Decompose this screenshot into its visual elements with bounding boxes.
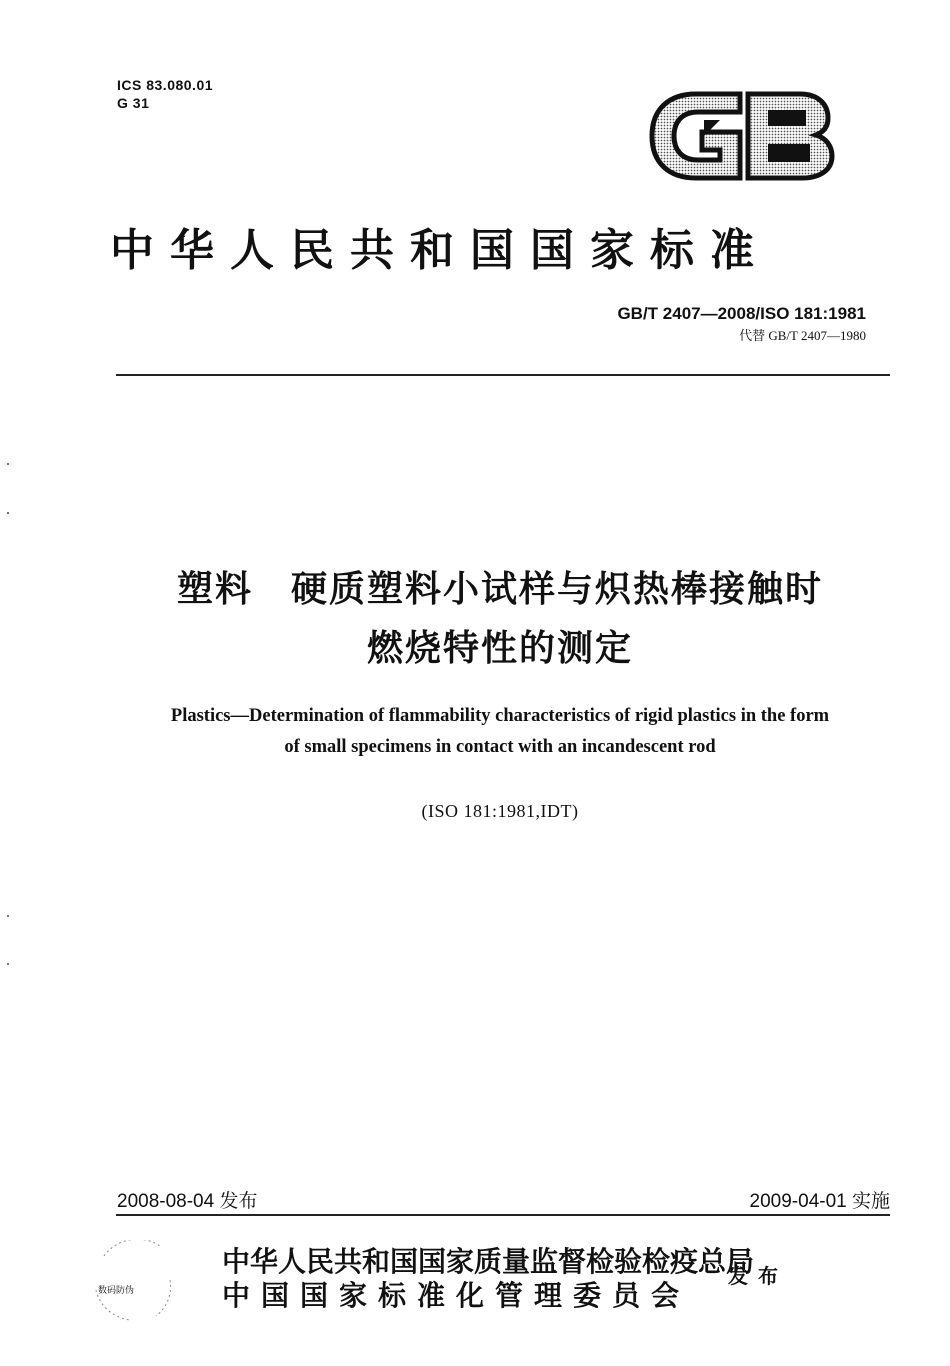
classification-codes xyxy=(117,76,213,112)
title-chinese-line2: 燃烧特性的测定 xyxy=(366,628,633,669)
gb-logo-icon xyxy=(648,88,838,184)
issuer-aqsiq: 中华人民共和国国家质量监督检验检疫总局 xyxy=(222,1245,755,1278)
publish-date: 2008-08-04 发布 xyxy=(117,1191,258,1212)
title-english-line2: of small specimens in contact with an incandescent rod xyxy=(284,737,716,757)
national-standard-heading: 中华人民共和国国家标准 xyxy=(110,225,770,276)
ccs-code: G 31 xyxy=(117,95,150,111)
bottom-divider xyxy=(116,1214,890,1216)
anti-counterfeit-label: 数码防伪 xyxy=(98,1286,135,1296)
issuer-sac: 中国国家标准化管理委员会 xyxy=(222,1279,691,1312)
scan-mark xyxy=(7,963,9,965)
replaces-standard: 代替 GB/T 2407—1980 xyxy=(739,328,866,343)
top-divider xyxy=(116,374,890,376)
title-chinese-line1: 塑料 硬质塑料小试样与炽热棒接触时 xyxy=(176,569,823,610)
equivalence-note: (ISO 181:1981,IDT) xyxy=(421,801,579,821)
anti-counterfeit-seal-icon xyxy=(90,1240,182,1324)
title-english-line1: Plastics—Determination of flammability characteristics of rigid plastics in the form xyxy=(170,706,830,726)
scan-mark xyxy=(7,915,9,917)
scan-mark xyxy=(7,463,9,465)
issue-label: 发布 xyxy=(728,1264,788,1288)
implement-date: 2009-04-01 实施 xyxy=(749,1191,890,1212)
scan-mark xyxy=(7,512,9,514)
ics-code: ICS 83.080.01 xyxy=(117,77,214,93)
standard-number: GB/T 2407—2008/ISO 181:1981 xyxy=(617,304,866,323)
